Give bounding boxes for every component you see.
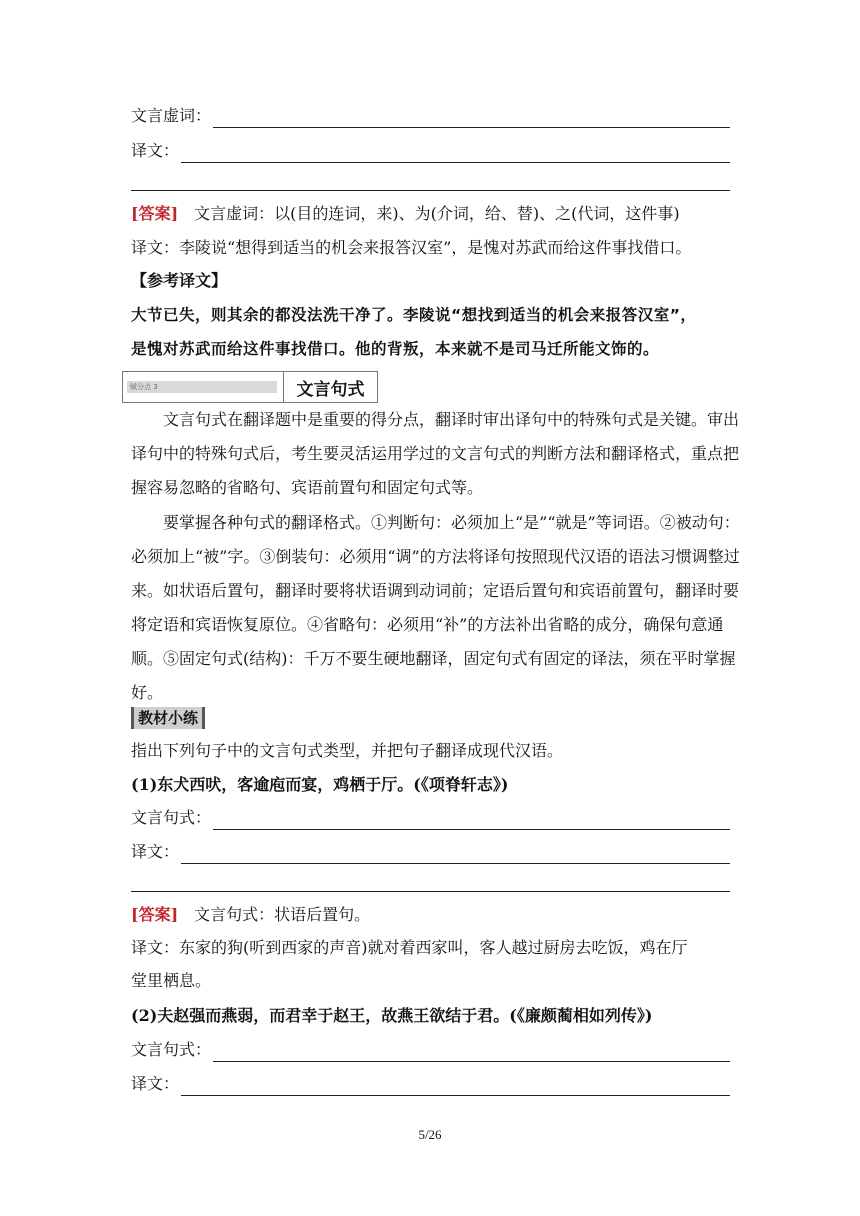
section-tag: 赋分点 3	[127, 381, 277, 393]
answer-tag: [答案]	[131, 204, 179, 223]
intro-paragraph: 文言句式在翻译题中是重要的得分点，翻译时审出译句中的特殊句式是关键。审出译句中的特殊句式后，考生要灵活运用学过的文言句式的判断方法和翻译格式，重点把握容易忽略的省略句、宾语前置句和固定句式等。	[131, 410, 740, 497]
answer-2-tag: [答案]	[131, 905, 179, 924]
answer-2-type-line	[131, 903, 730, 927]
question-1: (1)东犬西吠，客逾庖而宴，鸡栖于厅。(《项脊轩志》)	[131, 775, 509, 794]
q1-yiwen-blank-line[interactable]	[181, 846, 730, 864]
q2-yiwen-blank-line[interactable]	[181, 1078, 730, 1096]
q2-type-fill-row	[131, 1038, 730, 1062]
practice-tag-wrap	[131, 707, 205, 729]
section-tag-cell	[123, 372, 284, 402]
q1-yiwen-label: 译文：	[131, 842, 180, 861]
yiwen-fill-row	[131, 139, 730, 163]
reference-line-1: 大节已失，则其余的都没法洗干净了。李陵说“想找到适当的机会来报答汉室”，	[131, 306, 697, 324]
reference-heading: 【参考译文】	[131, 271, 228, 290]
answer-xuci-line	[131, 202, 730, 226]
q1-type-fill-row	[131, 806, 730, 830]
practice-tag: 教材小练	[131, 707, 205, 729]
xuci-fill-row	[131, 104, 730, 128]
q2-yiwen-label: 译文：	[131, 1074, 180, 1093]
answer-yiwen-text: 译文：李陵说“想得到适当的机会来报答汉室”，是愧对苏武而给这件事找借口。	[131, 238, 692, 257]
q2-type-label: 文言句式：	[131, 1040, 212, 1059]
xuci-label: 文言虚词：	[131, 106, 212, 125]
q1-yiwen-fill-row	[131, 840, 730, 864]
answer-yiwen-line	[131, 236, 730, 260]
answer-xuci-text: 文言虚词：以(目的连词，来)、为(介词，给、替)、之(代词，这件事)	[194, 204, 680, 223]
answer-2-line-2: 堂里栖息。	[131, 971, 212, 990]
section-header	[122, 371, 378, 403]
q2-type-blank-line[interactable]	[213, 1044, 730, 1062]
question-2: (2)夫赵强而燕弱，而君幸于赵王，故燕王欲结于君。(《廉颇蔺相如列传》)	[131, 1006, 653, 1025]
practice-instruction: 指出下列句子中的文言句式类型，并把句子翻译成现代汉语。	[131, 741, 564, 760]
reference-line-2: 是愧对苏武而给这件事找借口。他的背叛，本来就不是司马迁所能文饰的。	[131, 340, 660, 358]
answer-2-type: 文言句式：状语后置句。	[194, 905, 371, 924]
answer-2-line-1: 译文：东家的狗(听到西家的声音)就对着西家叫，客人越过厨房去吃饭，鸡在厅	[131, 938, 688, 957]
yiwen-blank-line[interactable]	[181, 145, 730, 163]
section-title: 文言句式	[296, 379, 365, 400]
yiwen-blank-line-2[interactable]	[131, 190, 730, 191]
format-paragraph: 要掌握各种句式的翻译格式。①判断句：必须加上“是”“就是”等词语。②被动句：必须加上“被”字。③倒装句：必须用“调”的方法将译句按照现代汉语的语法习惯调整过来。如状语后置句，翻译时要将状语调到动词前；定语后置句和宾语前置句，翻译时要将定语和宾语恢复原位。④省略句：必须用“补”的方法补出省略的成分，确保句意通顺。⑤固定句式(结构)：千万不要生硬地翻译，固定句式有固定的译法，须在平时掌握好。	[131, 513, 740, 702]
yiwen-label: 译文：	[131, 141, 180, 160]
q1-yiwen-blank-line-2[interactable]	[131, 891, 730, 892]
page-number: 5/26	[418, 1127, 442, 1142]
q1-type-label: 文言句式：	[131, 808, 212, 827]
q2-yiwen-fill-row	[131, 1072, 730, 1096]
xuci-blank-line[interactable]	[213, 110, 730, 128]
q1-type-blank-line[interactable]	[213, 812, 730, 830]
